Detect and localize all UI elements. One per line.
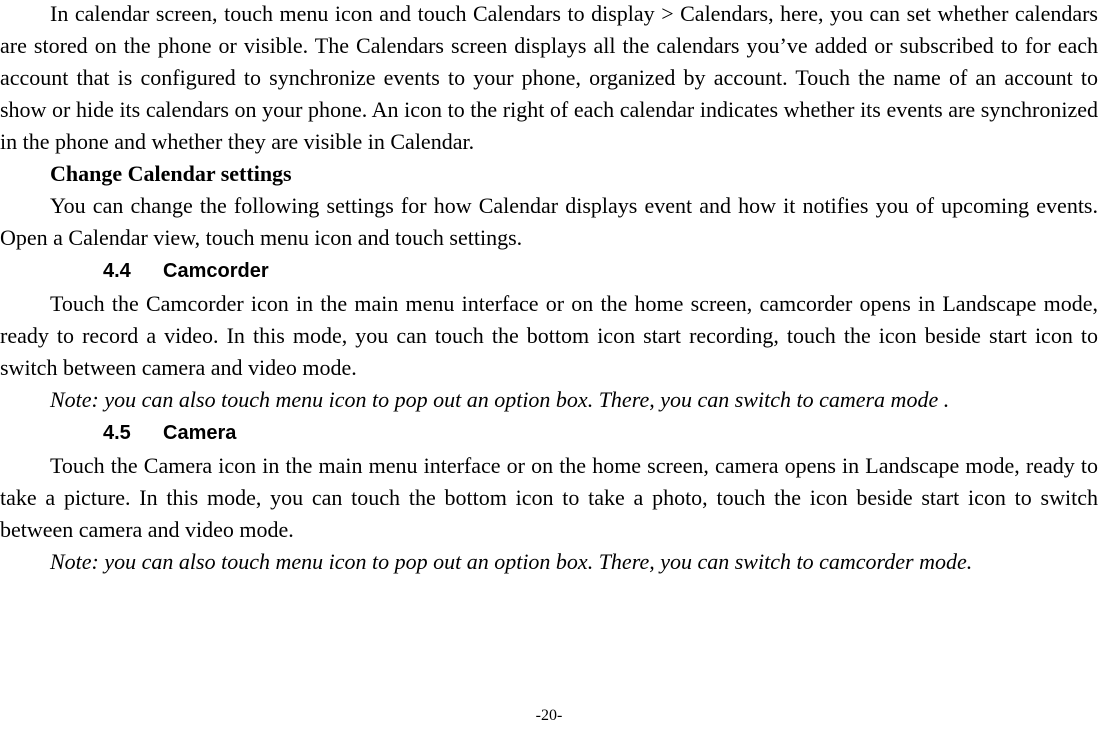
section-title: Camcorder <box>163 260 269 282</box>
section-heading-camera <box>0 421 1098 445</box>
section-number: 4.5 <box>103 422 131 444</box>
camera-paragraph: Touch the Camera icon in the main menu interface or on the home screen, camera opens in Landscape mode, ready to take a picture. In this mode, you can touch the bottom icon to take a photo, touch the icon beside start icon to switch between camera and video mode. <box>0 453 1098 542</box>
camcorder-note: Note: you can also touch menu icon to pop out an option box. There, you can switch to camera mode . <box>50 387 950 412</box>
camcorder-paragraph: Touch the Camcorder icon in the main menu interface or on the home screen, camcorder opens in Landscape mode, ready to record a video. In this mode, you can touch the bottom icon start recording, touch the icon beside start icon to switch between camera and video mode. <box>0 291 1098 380</box>
page-number: -20- <box>535 707 563 724</box>
section-title: Camera <box>163 422 237 444</box>
change-calendar-settings-heading: Change Calendar settings <box>50 161 292 186</box>
section-heading-camcorder <box>0 259 1098 283</box>
change-settings-paragraph: You can change the following settings for how Calendar displays event and how it notifies you of upcoming events. Open a Calendar view, touch menu icon and touch settings. <box>0 193 1098 250</box>
camera-note: Note: you can also touch menu icon to pop out an option box. There, you can switch to camcorder mode. <box>50 549 973 574</box>
section-number: 4.4 <box>103 260 131 282</box>
calendars-paragraph: In calendar screen, touch menu icon and touch Calendars to display > Calendars, here, you can set whether calendars are stored on the phone or visible. The Calendars screen displays all the calendars you’ve added or subscribed to for each account that is configured to synchronize events to your phone, organized by account. Touch the name of an account to show or hide its calendars on your phone. An icon to the right of each calendar indicates whether its events are synchronized in the phone and whether they are visible in Calendar. <box>0 1 1098 154</box>
